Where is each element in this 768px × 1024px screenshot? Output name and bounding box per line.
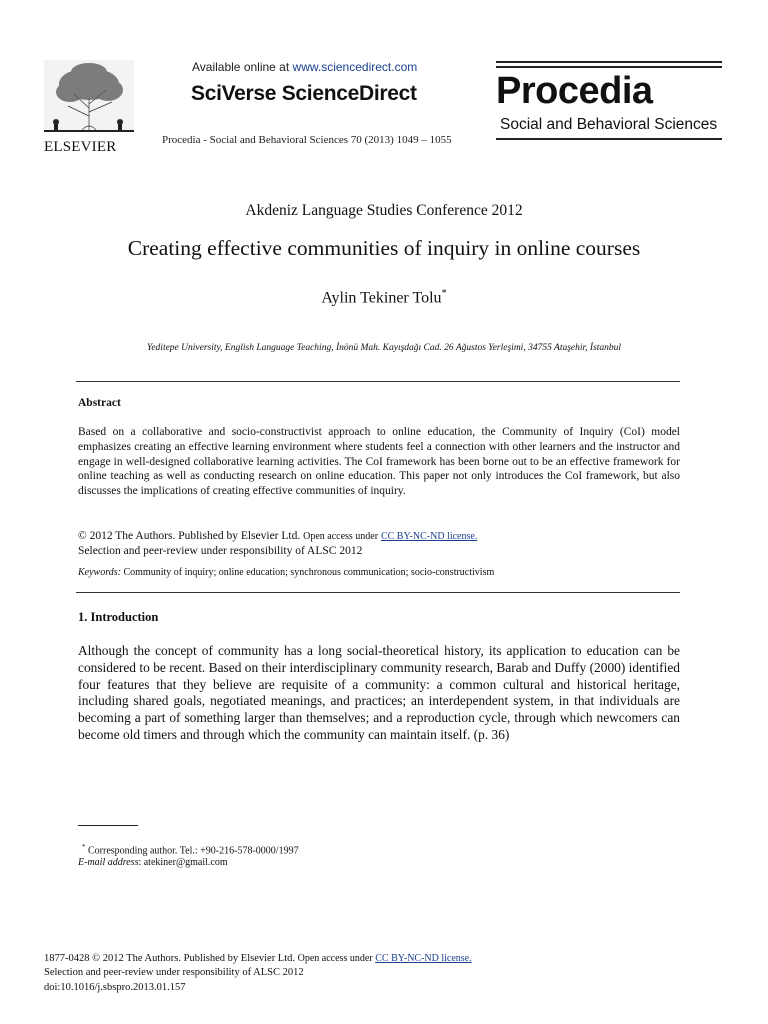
copyright-text: © 2012 The Authors. Published by Elsevier Ltd. <box>78 530 301 542</box>
section-heading-introduction: 1. Introduction <box>78 610 159 624</box>
procedia-rule-bottom <box>496 138 722 140</box>
keywords-label: Keywords: <box>78 567 121 578</box>
paper-title: Creating effective communities of inquiry in online courses <box>127 236 641 260</box>
footnote-mark: * <box>82 843 86 851</box>
conference-name: Akdeniz Language Studies Conference 2012 <box>245 202 523 219</box>
license-link[interactable]: CC BY-NC-ND license. <box>380 531 478 542</box>
abstract-rule-top <box>76 381 680 382</box>
journal-reference: Procedia - Social and Behavioral Sciences 70 (2013) 1049 – 1055 <box>162 134 452 146</box>
author-footnote-mark[interactable]: * <box>441 288 447 299</box>
keywords-line <box>78 567 494 578</box>
bottom-peer-review: Selection and peer-review under responsibility of ALSC 2012 <box>44 967 304 978</box>
footnote-email <box>78 857 228 868</box>
abstract-heading: Abstract <box>78 397 121 409</box>
author-affiliation: Yeditepe University, English Language Teaching, İnönü Mah. Kayışdağı Cad. 26 Ağustos Yerleşimi, 34755 Ataşehir, İstanbul <box>146 343 622 353</box>
journal-subtitle: Social and Behavioral Sciences <box>500 116 718 133</box>
journal-name: Procedia <box>496 70 653 112</box>
available-online <box>192 60 417 74</box>
email-address[interactable]: : atekiner@gmail.com <box>138 857 228 868</box>
footnote-corresponding <box>82 843 299 856</box>
publisher-wordmark: ELSEVIER <box>44 139 117 155</box>
introduction-paragraph: Although the concept of community has a long social-theoretical history, its application to education can be considered to be recent. Based on their interdisciplinary community research, Barab and Duffy (2000) identified four features that they believe are requisite of a community: a common cultural and historical heritage, including shared goals, negotiated meanings, and practices; an interdependent system, in that individuals are becoming a part of something larger than themselves; and a reproduction cycle, through which newcomers can become old timers and through which the community can maintain itself. (p. 36) <box>78 643 680 742</box>
corresponding-author-text: Corresponding author. Tel.: +90-216-578-0000/1997 <box>88 845 299 857</box>
footnote-rule <box>78 825 138 826</box>
doi[interactable]: doi:10.1016/j.sbspro.2013.01.157 <box>44 982 186 993</box>
available-prefix: Available online at <box>192 60 293 74</box>
procedia-rule-top-2 <box>496 66 722 68</box>
elsevier-tree-icon <box>44 60 134 132</box>
sciencedirect-link[interactable]: www.sciencedirect.com <box>292 60 418 74</box>
issn-copyright <box>44 953 472 964</box>
author-line <box>0 288 768 307</box>
abstract-copyright <box>78 530 477 542</box>
elsevier-logo <box>44 60 134 155</box>
peer-review-note: Selection and peer-review under responsibility of ALSC 2012 <box>78 545 363 557</box>
abstract-rule-bottom <box>76 592 680 593</box>
bottom-open-access-text: Open access under <box>297 953 373 964</box>
open-access-text: Open access under <box>303 531 379 542</box>
email-label: E-mail address <box>78 857 139 868</box>
author-name: Aylin Tekiner Tolu <box>321 289 442 307</box>
keywords-list: Community of inquiry; online education; synchronous communication; socio-constructivism <box>123 567 495 578</box>
bottom-license-link[interactable]: CC BY-NC-ND license. <box>375 953 472 964</box>
platform-name: SciVerse ScienceDirect <box>191 82 417 105</box>
abstract-text: Based on a collaborative and socio-constructivist approach to online education, the Community of Inquiry (CoI) model emphasizes creating an effective learning environment where students feel a connection with other learners and the instructor and engage in well-designed collaborative learning activities. The CoI framework has been borne out to be an effective framework for online teaching as well as conducting research on online education. This paper not only introduces the CoI framework, but also discusses the implications of creating effective communities of inquiry. <box>78 426 680 498</box>
procedia-rule-top <box>496 61 722 63</box>
issn-copyright-text: 1877-0428 © 2012 The Authors. Published by Elsevier Ltd. <box>44 953 296 964</box>
